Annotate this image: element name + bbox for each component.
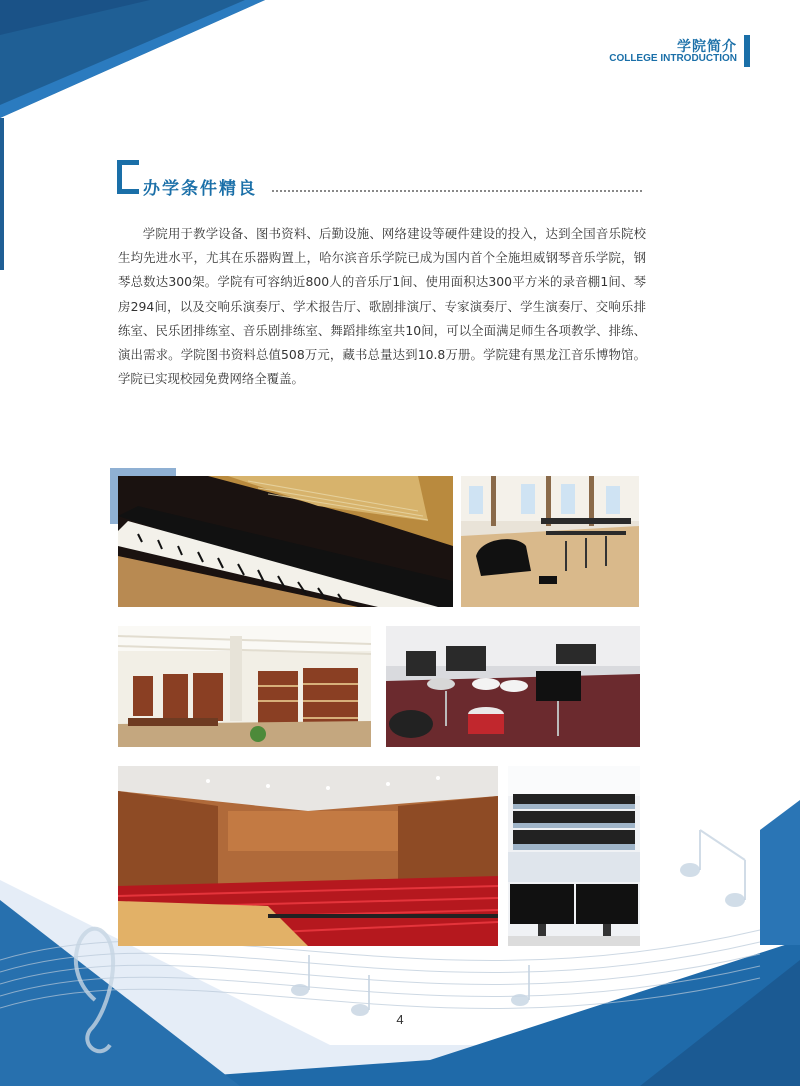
rehearsal-hall-photo bbox=[461, 476, 639, 607]
header-accent-bar bbox=[744, 35, 750, 67]
intro-paragraph: 学院用于教学设备、图书资料、后勤设施、网络建设等硬件建设的投入，达到全国音乐院校生均先进水平，尤其在乐器购置上，哈尔滨音乐学院已成为国内首个全施坦威钢琴音乐学院，钢琴总数达300架。学院有可容纳近800人的音乐厅1间、使用面积达300平方米的录音棚1间、琴房294间，以及交响乐演奏厅、学术报告厅、歌剧排演厅、专家演奏厅、学生演奏厅、交响乐排练室、民乐团排练室、音乐剧排练室、舞蹈排练室共10间，可以全面满足师生各项教学、排练、演出需求。学院图书资料总值508万元，藏书总量达到10.8万册。学院建有黑龙江音乐博物馆。学院已实现校园免费网络全覆盖。 bbox=[118, 226, 646, 387]
header-title-cn: 学院简介 bbox=[677, 39, 737, 55]
section-bracket-icon bbox=[117, 160, 139, 194]
computer-lab-photo bbox=[508, 766, 640, 946]
header-title-en: COLLEGE INTRODUCTION bbox=[609, 53, 737, 64]
percussion-rehearsal-room-photo bbox=[386, 626, 640, 747]
page-number: 4 bbox=[396, 1012, 404, 1027]
section-title: 办学条件精良 bbox=[143, 179, 257, 199]
library-reading-room-photo bbox=[118, 626, 371, 747]
grand-piano-keyboard-photo bbox=[118, 476, 453, 607]
photo-accent-corner bbox=[110, 468, 176, 476]
section-divider bbox=[272, 190, 642, 192]
concert-hall-seating-photo bbox=[118, 766, 498, 946]
photo-accent-corner bbox=[110, 468, 118, 524]
